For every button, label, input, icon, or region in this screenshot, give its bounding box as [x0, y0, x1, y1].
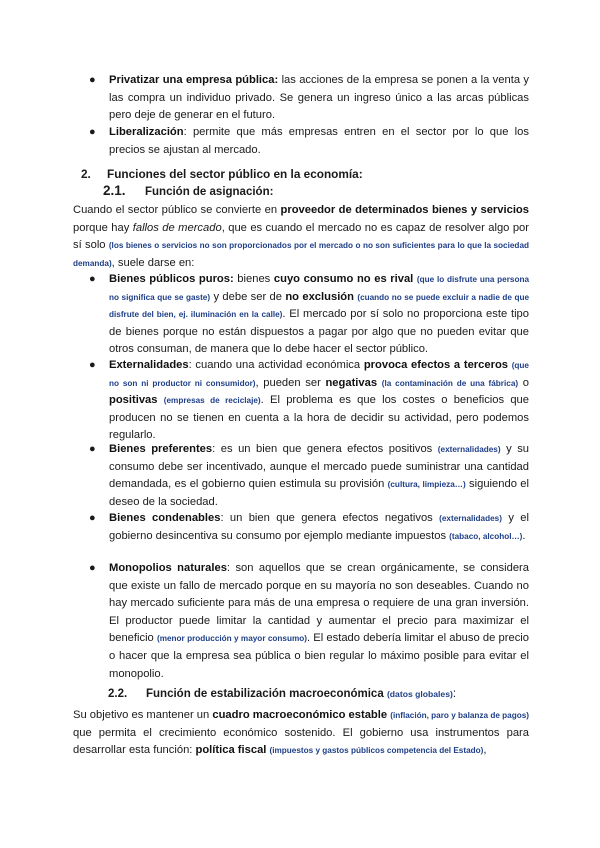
text-run: y el gobierno desincentiva su consumo por ejemplo mediante impuestos: [109, 512, 529, 542]
text-run: Cuando el sector público se convierte en: [73, 204, 281, 216]
text-run: y debe ser de: [210, 290, 286, 303]
note-run: (cultura, limpieza…): [387, 480, 466, 490]
text-run: siguiendo el deseo de la sociedad.: [109, 478, 529, 508]
note-run: (inflación, paro y balanza de pagos): [390, 711, 530, 720]
note-run: (externalidades): [439, 514, 502, 523]
bold-run: no exclusión: [285, 290, 354, 303]
bullet-text: las acciones de la empresa se ponen a la venta y las compra un individuo privado. Se genera un ingreso único a las arcas públicas pero deje de generar en el futuro.: [109, 74, 529, 122]
subsection-title: Función de asignación:: [145, 186, 274, 198]
bullet-bienes-condenables: [89, 510, 529, 545]
bold-run: provoca efectos a terceros: [363, 359, 508, 371]
bold-run: Monopolios naturales: [109, 562, 227, 574]
subsection-number: 2.2.: [108, 688, 128, 700]
bold-run: política fiscal: [195, 744, 267, 757]
bullet-dot-icon: ●: [89, 126, 96, 138]
bold-run: negativas: [325, 376, 378, 389]
text-run: bienes: [233, 273, 274, 285]
note-run: (empresas de reciclaje): [163, 396, 261, 406]
text-run: Su objetivo es mantener un: [73, 709, 213, 721]
section-title: Funciones del sector público en la economía:: [107, 167, 363, 181]
text-run: .: [522, 529, 526, 542]
bullet-bold: Privatizar una empresa pública:: [109, 74, 279, 86]
note-run: (la contaminación de una fábrica): [381, 378, 519, 388]
note-run: (tabaco, alcohol…): [449, 531, 523, 541]
subsection-2-2-heading: [108, 688, 456, 700]
note-run: (menor producción y mayor consumo): [156, 634, 307, 644]
text-run: , suele darse en:: [111, 256, 195, 269]
bold-run: cuyo consumo no es rival: [273, 273, 414, 285]
bullet-bold: Liberalización: [109, 126, 184, 138]
bullet-privatizar: [89, 72, 529, 125]
note-run: (que lo disfrute una persona no significa que se gaste): [109, 275, 529, 302]
bullet-dot-icon: ●: [89, 512, 96, 524]
bullet-liberalizacion: [89, 124, 529, 159]
subsection-title: Función de estabilización macroeconómica: [146, 688, 384, 700]
bold-run: proveedor de determinados bienes y servicios: [280, 204, 529, 216]
text-run: : un bien que genera efectos negativos: [220, 512, 440, 524]
subsection-number: 2.1.: [103, 183, 126, 198]
text-run: . El mercado por sí solo no proporciona este tipo de bienes porque no están dispuestos a pagar por algo que no pueden evitar que otros consuman, de manera que lo debe hacer el sector público.: [109, 308, 529, 356]
bold-run: positivas: [109, 394, 158, 407]
text-run: , que es cuando el mercado no es capaz de resolver algo por sí solo: [73, 221, 530, 252]
bullet-externalidades: [89, 357, 530, 445]
bullet-text: : permite que más empresas entren en el sector por lo que los precios se ajustan al mercado.: [109, 126, 529, 156]
bold-run: Bienes preferentes: [109, 443, 213, 455]
bullet-dot-icon: ●: [89, 359, 96, 371]
note-run: (cuando no se puede excluir a nadie de que disfrute del bien, ej. iluminación en la calle): [109, 292, 530, 320]
title-note: (datos globales): [386, 689, 453, 699]
bullet-dot-icon: ●: [89, 74, 96, 86]
text-run: : son aquellos que se crean orgánicamente, se considera que existe un fallo de mercado porque en su mayoría no son deseables. Cuando no hay mercado suficiente para más de una empresa o requiere de una gran inversión. El productor puede limitar la cantidad y aumentar el precio para maximizar el beneficio: [109, 562, 529, 645]
note-run: (impuestos y gastos públicos competencia del Estado): [269, 746, 484, 756]
text-run: porque hay: [73, 221, 133, 234]
bullet-bienes-publicos: [89, 271, 530, 359]
section-number: 2.: [81, 167, 91, 181]
note-run: (los bienes o servicios no son proporcionados por el mercado o no son suficientes para lo que la sociedad demanda): [73, 241, 529, 268]
section-2-heading: [81, 167, 363, 181]
bullet-bienes-preferentes: [89, 441, 530, 511]
text-run: ,: [483, 744, 487, 757]
stabilization-paragraph: [73, 707, 529, 760]
note-run: (que no son ni productor ni consumidor): [109, 361, 529, 388]
text-run: o: [518, 376, 529, 389]
text-run: . El estado debería limitar el abuso de precio o hacer que la empresa sea pública o bien regular lo máximo posible para evitar el monopolio.: [109, 632, 530, 680]
bullet-dot-icon: ●: [89, 443, 96, 455]
intro-paragraph: [73, 202, 529, 272]
title-end: :: [452, 688, 457, 700]
text-run: y su consumo debe ser incentivado, aunque el mercado puede suministrar una cantidad demandada, es el gobierno quien estimula su provisión: [109, 443, 530, 491]
subsection-2-1-heading: [103, 183, 273, 198]
bullet-monopolios-naturales: [89, 560, 530, 683]
text-run: : es un bien que genera efectos positivos: [212, 443, 438, 455]
bullet-dot-icon: ●: [89, 562, 96, 574]
italic-run: fallos de mercado: [132, 221, 222, 234]
bullet-dot-icon: ●: [89, 273, 96, 285]
note-run: (externalidades): [437, 445, 501, 454]
text-run: . El problema es que los costes o beneficios que producen no se tienen en cuenta a la hora de decidir su actividad, pero podemos regularlo.: [109, 394, 530, 442]
bold-run: Externalidades: [109, 359, 189, 371]
text-run: , pueden ser: [255, 376, 326, 389]
text-run: : cuando una actividad económica: [188, 359, 364, 371]
bold-run: cuadro macroeconómico estable: [212, 709, 388, 721]
bold-run: Bienes condenables: [109, 512, 221, 524]
text-run: que permita el crecimiento económico sostenido. El gobierno usa instrumentos para desarrollar esta función:: [73, 726, 529, 757]
bold-run: Bienes públicos puros:: [109, 273, 234, 285]
